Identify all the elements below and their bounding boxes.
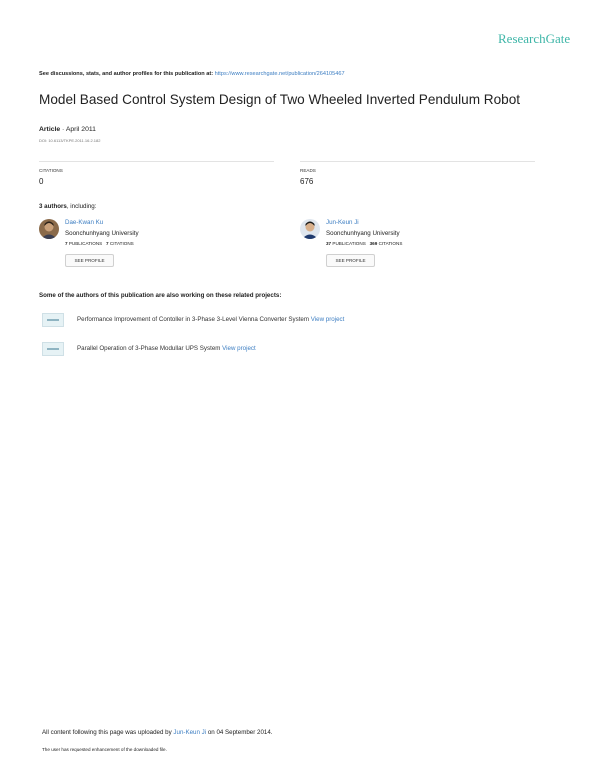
discussions-line bbox=[39, 71, 345, 77]
author-1-publications-count: 7 bbox=[65, 241, 68, 246]
publication-title: Model Based Control System Design of Two Wheeled Inverted Pendulum Robot bbox=[39, 92, 521, 107]
author-2-citations-label: CITATIONS bbox=[378, 241, 403, 246]
project-thumbnail-icon bbox=[42, 313, 64, 327]
author-2-name-link[interactable]: Jun-Keun Ji bbox=[326, 219, 359, 226]
project-2-title: Parallel Operation of 3-Phase Modullar UPS System bbox=[77, 345, 221, 352]
upload-suffix: on 04 September 2014. bbox=[207, 729, 273, 736]
avatar-photo-icon bbox=[39, 219, 59, 239]
publication-date: · April 2011 bbox=[62, 126, 96, 133]
uploader-link[interactable]: Jun-Keun Ji bbox=[173, 729, 207, 736]
publication-meta bbox=[39, 126, 96, 133]
citations-value: 0 bbox=[39, 177, 44, 186]
citations-label: CITATIONS bbox=[39, 168, 63, 173]
project-item-1 bbox=[77, 316, 344, 323]
divider-reads bbox=[300, 161, 535, 162]
author-2-see-profile-button[interactable]: SEE PROFILE bbox=[326, 254, 375, 267]
divider-citations bbox=[39, 161, 274, 162]
related-projects-heading: Some of the authors of this publication are also working on these related projects: bbox=[39, 292, 282, 299]
discussions-text: See discussions, stats, and author profiles for this publication at: bbox=[39, 71, 214, 77]
publication-doi[interactable]: DOI: 10.6113/TKPE.2011.16.2.182 bbox=[39, 138, 101, 143]
authors-count: 3 authors bbox=[39, 203, 67, 210]
publication-url-link[interactable]: https://www.researchgate.net/publication/264105467 bbox=[214, 71, 345, 77]
author-1-stats bbox=[65, 241, 134, 246]
author-1-see-profile-button[interactable]: SEE PROFILE bbox=[65, 254, 114, 267]
author-1-publications-label: PUBLICATIONS bbox=[68, 241, 103, 246]
author-2-publications-count: 37 bbox=[326, 241, 332, 246]
reads-label: READS bbox=[300, 168, 316, 173]
project-2-view-link[interactable]: View project bbox=[222, 345, 256, 352]
project-item-2 bbox=[77, 345, 256, 352]
author-2-affiliation: Soonchunhyang University bbox=[326, 230, 400, 237]
researchgate-logo[interactable]: ResearchGate bbox=[498, 31, 571, 46]
author-1-citations-count: 7 bbox=[106, 241, 109, 246]
enhancement-note: The user has requested enhancement of the downloaded file. bbox=[42, 747, 167, 752]
upload-prefix: All content following this page was uploaded by bbox=[42, 729, 172, 736]
authors-including: , including: bbox=[66, 203, 97, 210]
author-2-citations-count: 369 bbox=[369, 241, 378, 246]
author-2-stats bbox=[326, 241, 402, 246]
author-1-name-link[interactable]: Dae-Kwan Ku bbox=[65, 219, 104, 226]
reads-value: 676 bbox=[300, 177, 314, 186]
author-1-affiliation: Soonchunhyang University bbox=[65, 230, 139, 237]
project-1-view-link[interactable]: View project bbox=[310, 316, 345, 323]
publication-type: Article bbox=[39, 126, 61, 133]
project-thumbnail-icon bbox=[42, 342, 64, 356]
avatar-author-2[interactable] bbox=[300, 219, 320, 239]
author-1-citations-label: CITATIONS bbox=[109, 241, 134, 246]
project-1-title: Performance Improvement of Contoller in 3-Phase 3-Level Vienna Converter System bbox=[77, 316, 310, 323]
avatar-author-1[interactable] bbox=[39, 219, 59, 239]
avatar-photo-icon bbox=[300, 219, 320, 239]
author-2-publications-label: PUBLICATIONS bbox=[332, 241, 366, 246]
authors-heading bbox=[39, 203, 96, 210]
upload-info bbox=[42, 729, 273, 736]
